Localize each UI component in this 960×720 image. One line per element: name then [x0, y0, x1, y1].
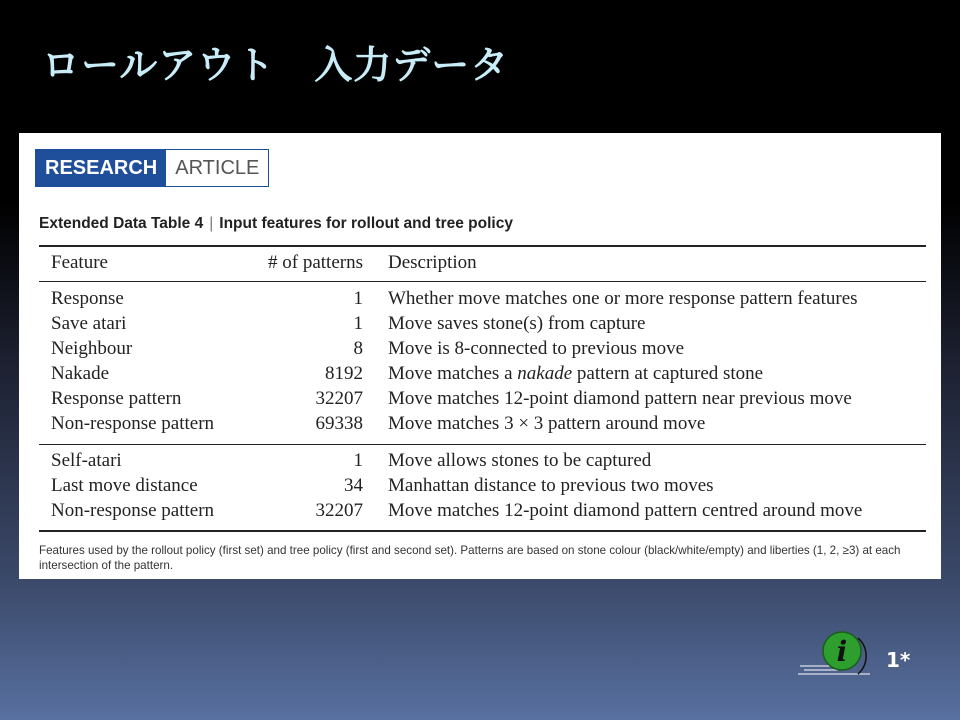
- header-count: # of patterns: [268, 252, 363, 273]
- table-row: [51, 388, 931, 413]
- table-bottom-rule: [39, 530, 926, 532]
- row-count: 32207: [315, 500, 363, 521]
- row-count: 8: [353, 338, 363, 359]
- table-title-text: Input features for rollout and tree policy: [219, 215, 513, 232]
- table-row: [51, 450, 931, 475]
- table-title: [39, 215, 513, 233]
- table-row: [51, 288, 931, 313]
- row-description-part: pattern at captured stone: [572, 363, 764, 384]
- info-icon[interactable]: [796, 626, 876, 686]
- badge-research: RESEARCH: [36, 150, 166, 186]
- paper-table-panel: [19, 133, 941, 579]
- table-row: [51, 313, 931, 338]
- row-description: Manhattan distance to previous two moves: [388, 475, 714, 496]
- table-row: [51, 413, 931, 438]
- row-description: Move matches 12-point diamond pattern near previous move: [388, 388, 852, 409]
- header-description: Description: [388, 252, 477, 273]
- row-description: Move matches 12-point diamond pattern centred around move: [388, 500, 863, 521]
- row-feature: Non-response pattern: [51, 413, 215, 434]
- row-feature: Response pattern: [51, 388, 182, 409]
- table-title-prefix: Extended Data Table 4: [39, 215, 204, 232]
- slide-title: ロールアウト 入力データ: [42, 43, 510, 87]
- row-count: 1: [353, 450, 363, 471]
- group-divider-rule: [39, 444, 926, 445]
- info-glyph: i: [836, 635, 848, 668]
- table-row: [51, 500, 931, 525]
- header-feature: Feature: [51, 252, 108, 273]
- row-feature: Neighbour: [51, 338, 133, 359]
- row-feature: Non-response pattern: [51, 500, 215, 521]
- page-number: 1*: [886, 648, 911, 672]
- research-article-badge: [35, 149, 269, 187]
- row-feature: Response: [51, 288, 124, 309]
- table-header-row: [51, 252, 931, 277]
- badge-article: ARTICLE: [166, 150, 268, 186]
- row-count: 32207: [315, 388, 363, 409]
- row-description: [388, 363, 763, 385]
- row-count: 69338: [315, 413, 363, 434]
- row-feature: Self-atari: [51, 450, 122, 471]
- row-description: Move saves stone(s) from capture: [388, 313, 646, 334]
- row-description: Move allows stones to be captured: [388, 450, 652, 471]
- row-count: 1: [353, 313, 363, 334]
- table-footnote: Features used by the rollout policy (first set) and tree policy (first and second set). Patterns are based on stone colour (black/white/empty) and liberties (1, 2, ≥3) at each intersection of the pattern.: [39, 544, 901, 572]
- row-description-part: Move matches a: [388, 363, 518, 384]
- row-description-italic: nakade: [517, 363, 573, 384]
- table-row: [51, 338, 931, 363]
- row-feature: Save atari: [51, 313, 127, 334]
- row-description: Move is 8-connected to previous move: [388, 338, 685, 359]
- row-count: 1: [353, 288, 363, 309]
- table-row: [51, 475, 931, 500]
- table-title-separator: |: [209, 215, 214, 232]
- table-top-rule: [39, 245, 926, 247]
- row-feature: Nakade: [51, 363, 110, 384]
- table-row: [51, 363, 931, 388]
- row-description: Whether move matches one or more response pattern features: [388, 288, 858, 309]
- header-rule: [39, 281, 926, 282]
- row-description: Move matches 3 × 3 pattern around move: [388, 413, 706, 434]
- row-count: 34: [344, 475, 363, 496]
- row-feature: Last move distance: [51, 475, 198, 496]
- row-count: 8192: [325, 363, 363, 384]
